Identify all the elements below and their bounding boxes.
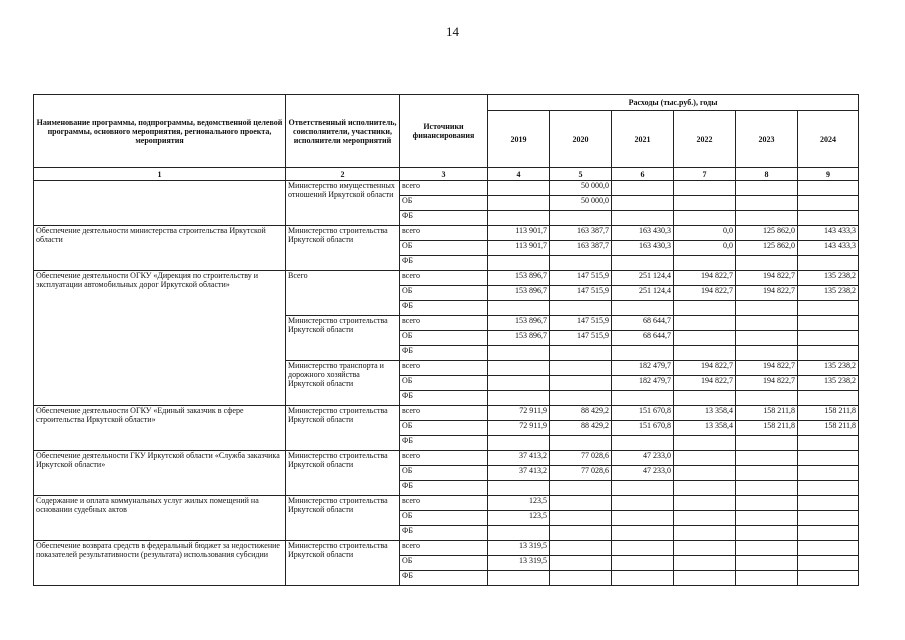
executor-name: Министерство строительства Иркутской области bbox=[286, 226, 400, 271]
amount-cell: 0,0 bbox=[674, 226, 736, 241]
amount-cell bbox=[798, 451, 859, 466]
amount-cell bbox=[612, 541, 674, 556]
amount-cell bbox=[798, 346, 859, 361]
header-year: 2023 bbox=[736, 111, 798, 168]
amount-cell bbox=[674, 316, 736, 331]
funding-source: ФБ bbox=[400, 571, 488, 586]
amount-cell: 88 429,2 bbox=[550, 421, 612, 436]
amount-cell: 194 822,7 bbox=[736, 376, 798, 391]
amount-cell: 123,5 bbox=[488, 496, 550, 511]
column-number: 8 bbox=[736, 168, 798, 181]
funding-source: всего bbox=[400, 226, 488, 241]
amount-cell: 153 896,7 bbox=[488, 316, 550, 331]
amount-cell: 158 211,8 bbox=[736, 421, 798, 436]
executor-name: Министерство строительства Иркутской области bbox=[286, 541, 400, 586]
amount-cell bbox=[612, 436, 674, 451]
amount-cell: 151 670,8 bbox=[612, 406, 674, 421]
amount-cell bbox=[736, 196, 798, 211]
amount-cell: 135 238,2 bbox=[798, 271, 859, 286]
amount-cell bbox=[798, 196, 859, 211]
column-number: 9 bbox=[798, 168, 859, 181]
funding-source: всего bbox=[400, 451, 488, 466]
funding-source: всего bbox=[400, 496, 488, 511]
amount-cell bbox=[674, 526, 736, 541]
column-number: 4 bbox=[488, 168, 550, 181]
amount-cell: 147 515,9 bbox=[550, 286, 612, 301]
amount-cell bbox=[488, 346, 550, 361]
amount-cell: 125 862,0 bbox=[736, 241, 798, 256]
amount-cell bbox=[612, 301, 674, 316]
amount-cell: 50 000,0 bbox=[550, 196, 612, 211]
amount-cell: 194 822,7 bbox=[674, 271, 736, 286]
executor-name: Всего bbox=[286, 271, 400, 316]
header-year: 2024 bbox=[798, 111, 859, 168]
amount-cell bbox=[736, 466, 798, 481]
amount-cell bbox=[736, 316, 798, 331]
amount-cell bbox=[674, 556, 736, 571]
amount-cell bbox=[612, 181, 674, 196]
funding-source: ОБ bbox=[400, 421, 488, 436]
executor-name: Министерство строительства Иркутской области bbox=[286, 451, 400, 496]
amount-cell: 153 896,7 bbox=[488, 331, 550, 346]
amount-cell bbox=[736, 571, 798, 586]
amount-cell bbox=[488, 391, 550, 406]
amount-cell bbox=[488, 481, 550, 496]
amount-cell bbox=[736, 541, 798, 556]
amount-cell: 50 000,0 bbox=[550, 181, 612, 196]
amount-cell bbox=[798, 511, 859, 526]
activity-name: Обеспечение деятельности ОГКУ «Дирекция по строительству и эксплуатации автомобильных дорог Иркутской области» bbox=[34, 271, 286, 406]
amount-cell: 37 413,2 bbox=[488, 466, 550, 481]
funding-source: ФБ bbox=[400, 436, 488, 451]
amount-cell bbox=[612, 391, 674, 406]
amount-cell bbox=[674, 481, 736, 496]
column-number: 2 bbox=[286, 168, 400, 181]
amount-cell bbox=[550, 376, 612, 391]
funding-source: ФБ bbox=[400, 301, 488, 316]
executor-name: Министерство строительства Иркутской области bbox=[286, 406, 400, 451]
amount-cell bbox=[488, 361, 550, 376]
amount-cell bbox=[550, 511, 612, 526]
amount-cell bbox=[674, 436, 736, 451]
column-number: 6 bbox=[612, 168, 674, 181]
funding-source: ФБ bbox=[400, 346, 488, 361]
amount-cell: 72 911,9 bbox=[488, 421, 550, 436]
activity-name: Обеспечение деятельности министерства строительства Иркутской области bbox=[34, 226, 286, 271]
amount-cell: 163 387,7 bbox=[550, 241, 612, 256]
table-row bbox=[34, 226, 859, 241]
amount-cell: 158 211,8 bbox=[798, 406, 859, 421]
funding-source: ФБ bbox=[400, 481, 488, 496]
funding-source: всего bbox=[400, 316, 488, 331]
amount-cell bbox=[798, 391, 859, 406]
amount-cell bbox=[550, 301, 612, 316]
amount-cell bbox=[798, 556, 859, 571]
amount-cell: 135 238,2 bbox=[798, 286, 859, 301]
amount-cell bbox=[736, 181, 798, 196]
amount-cell bbox=[674, 451, 736, 466]
funding-source: всего bbox=[400, 181, 488, 196]
activity-name: Обеспечение возврата средств в федеральный бюджет за недостижение показателей результативности (результата) использования субсидии bbox=[34, 541, 286, 586]
amount-cell: 113 901,7 bbox=[488, 226, 550, 241]
funding-source: ОБ bbox=[400, 241, 488, 256]
funding-source: ОБ bbox=[400, 196, 488, 211]
amount-cell bbox=[736, 331, 798, 346]
amount-cell bbox=[612, 346, 674, 361]
funding-source: ФБ bbox=[400, 391, 488, 406]
header-year: 2019 bbox=[488, 111, 550, 168]
header-year: 2021 bbox=[612, 111, 674, 168]
amount-cell bbox=[736, 556, 798, 571]
amount-cell bbox=[488, 436, 550, 451]
activity-name: Обеспечение деятельности ГКУ Иркутской области «Служба заказчика Иркутской области» bbox=[34, 451, 286, 496]
amount-cell bbox=[488, 196, 550, 211]
amount-cell: 13 358,4 bbox=[674, 421, 736, 436]
funding-source: ОБ bbox=[400, 376, 488, 391]
amount-cell bbox=[736, 511, 798, 526]
table-row bbox=[34, 406, 859, 421]
table-row bbox=[34, 451, 859, 466]
budget-table-body bbox=[34, 181, 859, 586]
funding-source: всего bbox=[400, 406, 488, 421]
amount-cell bbox=[612, 571, 674, 586]
amount-cell bbox=[798, 526, 859, 541]
amount-cell bbox=[798, 481, 859, 496]
amount-cell: 147 515,9 bbox=[550, 331, 612, 346]
amount-cell: 153 896,7 bbox=[488, 286, 550, 301]
amount-cell bbox=[612, 211, 674, 226]
amount-cell bbox=[550, 541, 612, 556]
amount-cell bbox=[798, 301, 859, 316]
amount-cell bbox=[550, 571, 612, 586]
amount-cell: 68 644,7 bbox=[612, 331, 674, 346]
amount-cell bbox=[674, 541, 736, 556]
amount-cell: 123,5 bbox=[488, 511, 550, 526]
amount-cell bbox=[550, 361, 612, 376]
amount-cell bbox=[674, 346, 736, 361]
amount-cell bbox=[674, 196, 736, 211]
executor-name: Министерство строительства Иркутской области bbox=[286, 496, 400, 541]
amount-cell bbox=[550, 526, 612, 541]
amount-cell: 47 233,0 bbox=[612, 466, 674, 481]
amount-cell bbox=[674, 571, 736, 586]
amount-cell bbox=[674, 466, 736, 481]
amount-cell: 88 429,2 bbox=[550, 406, 612, 421]
amount-cell bbox=[612, 556, 674, 571]
page-number: 14 bbox=[446, 24, 459, 39]
amount-cell: 194 822,7 bbox=[736, 361, 798, 376]
amount-cell: 182 479,7 bbox=[612, 361, 674, 376]
amount-cell bbox=[612, 496, 674, 511]
executor-name: Министерство транспорта и дорожного хозяйства Иркутской области bbox=[286, 361, 400, 406]
amount-cell bbox=[736, 256, 798, 271]
amount-cell bbox=[550, 556, 612, 571]
budget-table bbox=[33, 94, 859, 586]
amount-cell bbox=[550, 211, 612, 226]
amount-cell bbox=[736, 211, 798, 226]
amount-cell bbox=[488, 181, 550, 196]
amount-cell: 163 430,3 bbox=[612, 226, 674, 241]
amount-cell bbox=[798, 541, 859, 556]
amount-cell bbox=[674, 511, 736, 526]
amount-cell: 125 862,0 bbox=[736, 226, 798, 241]
amount-cell: 147 515,9 bbox=[550, 316, 612, 331]
column-number: 7 bbox=[674, 168, 736, 181]
header-name: Наименование программы, подпрограммы, ведомственной целевой программы, основного мероприятия, регионального проекта, мероприятия bbox=[34, 95, 286, 168]
activity-name bbox=[34, 181, 286, 226]
column-number: 1 bbox=[34, 168, 286, 181]
amount-cell bbox=[550, 481, 612, 496]
amount-cell bbox=[550, 256, 612, 271]
amount-cell: 194 822,7 bbox=[674, 361, 736, 376]
amount-cell bbox=[736, 436, 798, 451]
amount-cell bbox=[798, 211, 859, 226]
amount-cell bbox=[798, 316, 859, 331]
header-year: 2022 bbox=[674, 111, 736, 168]
amount-cell: 113 901,7 bbox=[488, 241, 550, 256]
amount-cell: 182 479,7 bbox=[612, 376, 674, 391]
table-row bbox=[34, 271, 859, 286]
funding-source: ФБ bbox=[400, 526, 488, 541]
executor-name: Министерство строительства Иркутской области bbox=[286, 316, 400, 361]
amount-cell: 0,0 bbox=[674, 241, 736, 256]
amount-cell: 251 124,4 bbox=[612, 286, 674, 301]
amount-cell bbox=[736, 346, 798, 361]
amount-cell bbox=[736, 451, 798, 466]
amount-cell bbox=[798, 466, 859, 481]
amount-cell bbox=[674, 496, 736, 511]
amount-cell bbox=[488, 571, 550, 586]
amount-cell: 77 028,6 bbox=[550, 466, 612, 481]
funding-source: ОБ bbox=[400, 466, 488, 481]
funding-source: ФБ bbox=[400, 256, 488, 271]
amount-cell: 72 911,9 bbox=[488, 406, 550, 421]
amount-cell: 194 822,7 bbox=[674, 376, 736, 391]
funding-source: всего bbox=[400, 271, 488, 286]
amount-cell: 251 124,4 bbox=[612, 271, 674, 286]
amount-cell: 194 822,7 bbox=[674, 286, 736, 301]
amount-cell: 158 211,8 bbox=[798, 421, 859, 436]
funding-source: ОБ bbox=[400, 511, 488, 526]
amount-cell: 13 319,5 bbox=[488, 556, 550, 571]
funding-source: всего bbox=[400, 541, 488, 556]
amount-cell: 135 238,2 bbox=[798, 361, 859, 376]
amount-cell bbox=[674, 301, 736, 316]
amount-cell: 194 822,7 bbox=[736, 286, 798, 301]
executor-name: Министерство имущественных отношений Иркутской области bbox=[286, 181, 400, 226]
amount-cell bbox=[674, 211, 736, 226]
amount-cell: 153 896,7 bbox=[488, 271, 550, 286]
amount-cell bbox=[674, 181, 736, 196]
amount-cell bbox=[798, 331, 859, 346]
amount-cell bbox=[798, 571, 859, 586]
amount-cell bbox=[550, 496, 612, 511]
amount-cell: 37 413,2 bbox=[488, 451, 550, 466]
amount-cell: 13 358,4 bbox=[674, 406, 736, 421]
amount-cell bbox=[798, 496, 859, 511]
amount-cell bbox=[550, 391, 612, 406]
amount-cell bbox=[612, 526, 674, 541]
amount-cell: 68 644,7 bbox=[612, 316, 674, 331]
header-year: 2020 bbox=[550, 111, 612, 168]
column-number: 5 bbox=[550, 168, 612, 181]
amount-cell bbox=[612, 196, 674, 211]
amount-cell bbox=[798, 181, 859, 196]
activity-name: Обеспечение деятельности ОГКУ «Единый заказчик в сфере строительства Иркутской области» bbox=[34, 406, 286, 451]
header-executor: Ответственный исполнитель, соисполнители, участники, исполнители мероприятий bbox=[286, 95, 400, 168]
amount-cell bbox=[674, 331, 736, 346]
amount-cell: 143 433,3 bbox=[798, 241, 859, 256]
amount-cell bbox=[488, 256, 550, 271]
funding-source: ФБ bbox=[400, 211, 488, 226]
amount-cell bbox=[736, 481, 798, 496]
header-source: Источники финансирования bbox=[400, 95, 488, 168]
amount-cell: 158 211,8 bbox=[736, 406, 798, 421]
amount-cell bbox=[736, 526, 798, 541]
amount-cell: 194 822,7 bbox=[736, 271, 798, 286]
amount-cell: 13 319,5 bbox=[488, 541, 550, 556]
amount-cell: 163 387,7 bbox=[550, 226, 612, 241]
table-row bbox=[34, 181, 859, 196]
amount-cell bbox=[488, 376, 550, 391]
amount-cell bbox=[798, 256, 859, 271]
table-row bbox=[34, 541, 859, 556]
amount-cell bbox=[736, 496, 798, 511]
amount-cell bbox=[612, 256, 674, 271]
amount-cell bbox=[674, 391, 736, 406]
amount-cell bbox=[488, 211, 550, 226]
amount-cell: 143 433,3 bbox=[798, 226, 859, 241]
amount-cell bbox=[674, 256, 736, 271]
amount-cell: 163 430,3 bbox=[612, 241, 674, 256]
amount-cell bbox=[736, 391, 798, 406]
amount-cell bbox=[488, 526, 550, 541]
amount-cell bbox=[612, 481, 674, 496]
amount-cell: 77 028,6 bbox=[550, 451, 612, 466]
amount-cell: 151 670,8 bbox=[612, 421, 674, 436]
amount-cell bbox=[550, 346, 612, 361]
amount-cell: 147 515,9 bbox=[550, 271, 612, 286]
table-row bbox=[34, 496, 859, 511]
funding-source: ОБ bbox=[400, 556, 488, 571]
amount-cell bbox=[550, 436, 612, 451]
header-expenses: Расходы (тыс.руб.), годы bbox=[488, 95, 859, 111]
amount-cell bbox=[488, 301, 550, 316]
amount-cell: 47 233,0 bbox=[612, 451, 674, 466]
funding-source: всего bbox=[400, 361, 488, 376]
amount-cell bbox=[798, 436, 859, 451]
funding-source: ОБ bbox=[400, 331, 488, 346]
activity-name: Содержание и оплата коммунальных услуг жилых помещений на основании судебных актов bbox=[34, 496, 286, 541]
amount-cell bbox=[736, 301, 798, 316]
amount-cell bbox=[612, 511, 674, 526]
funding-source: ОБ bbox=[400, 286, 488, 301]
column-number: 3 bbox=[400, 168, 488, 181]
amount-cell: 135 238,2 bbox=[798, 376, 859, 391]
